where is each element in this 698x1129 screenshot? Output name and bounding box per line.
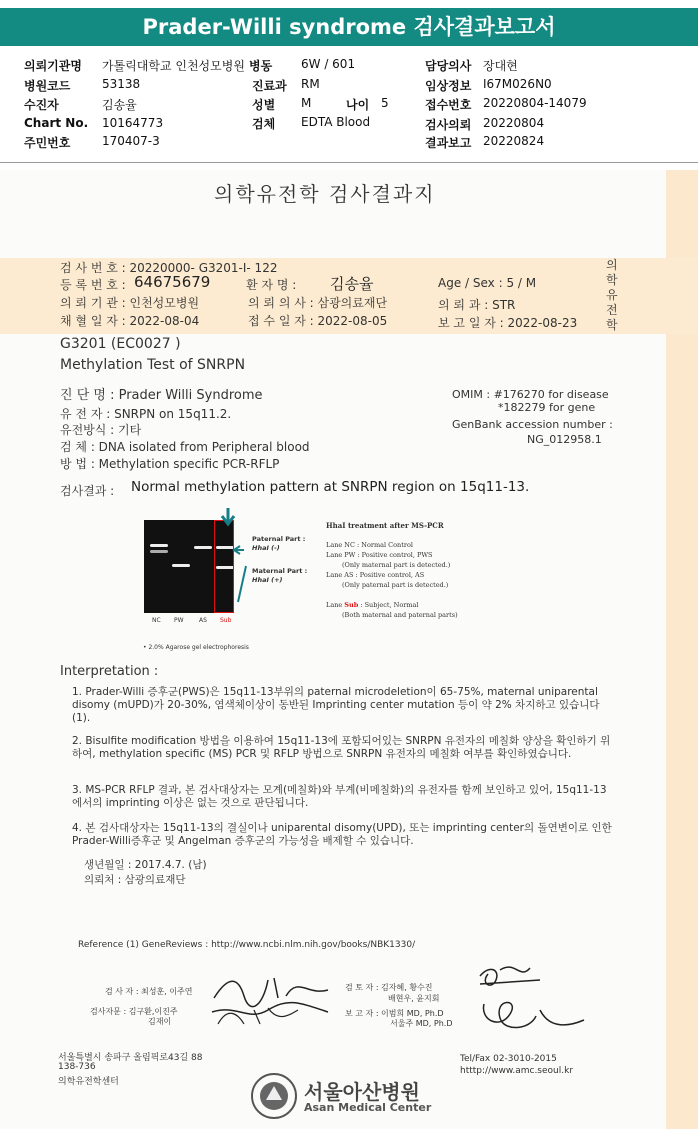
exam-no: 검 사 번 호 : 20220000- G3201-I- 122 <box>60 261 278 275</box>
meta-clinical: 임상정보 I67M026N0 <box>425 77 552 93</box>
interp-para-3: 3. MS-PCR RFLP 결과, 본 검사대상자는 모계(메칠화)와 부계(비메칠화)의 유전자를 함께 보인하고 있어, 15q11-13에서의 imprinting 이상은 없는 것으로 판단됩니다. <box>72 784 607 809</box>
tester-signature <box>208 966 338 1026</box>
gel-band <box>150 544 168 547</box>
paternal-label: Paternal Part : <box>252 535 306 543</box>
meta-specimen: 검체 EDTA Blood <box>252 115 371 131</box>
gel-arrows <box>214 504 284 604</box>
meta-ward: 병동 6W / 601 <box>249 57 356 73</box>
lane-label-nc: NC <box>152 617 161 624</box>
staff-reporter: 보 고 자 : 이범희 MD, Ph.D <box>345 1009 444 1018</box>
divider <box>0 162 698 163</box>
reg-value: 64675679 <box>134 273 211 291</box>
lane-label-as: AS <box>199 617 207 624</box>
paternal-hhai: HhaI (-) <box>252 544 280 552</box>
referrer: 의뢰처 : 삼광의료재단 <box>84 874 186 886</box>
website: htttp://www.amc.seoul.kr <box>460 1066 574 1076</box>
gel-caption: • 2.0% Agarose gel electrophoresis <box>143 644 249 651</box>
interpretation-label: Interpretation : <box>60 664 159 679</box>
meta-doctor: 담당의사 장대현 <box>425 59 518 73</box>
band-inst: 의 뢰 기 관 : 인천성모병원 <box>60 296 200 310</box>
address-2: 138-736 <box>58 1062 96 1072</box>
reference: Reference (1) GeneReviews : http://www.ncbi.nlm.nih.gov/books/NBK1330/ <box>78 940 416 950</box>
meta-patient: 수진자 김송율 <box>24 98 137 112</box>
legend-box: Lane NC : Normal Control Lane PW : Positive control, PWS (Only maternal part is detected.) Lane AS : Positive control, AS (Only paternal part is detected.) Lane Sub : Subject, Normal (Both maternal and paternal parts) <box>326 541 458 619</box>
field-method: 방 법 : Methylation specific PCR-RFLP <box>60 457 280 471</box>
result-label: 검사결과 : <box>60 484 115 498</box>
band-received: 접 수 일 자 : 2022-08-05 <box>248 314 388 328</box>
asan-seal-icon <box>250 1072 298 1120</box>
patient-value: 김송율 <box>330 275 374 293</box>
tel-fax: Tel/Fax 02-3010-2015 <box>460 1054 557 1064</box>
meta-request: 검사의뢰 20220804 <box>425 116 545 132</box>
asan-logo-en: Asan Medical Center <box>304 1101 432 1114</box>
field-inheritance: 유전방식 : 기타 <box>60 423 142 437</box>
interp-para-1: 1. Prader-Willi 증후군(PWS)은 15q11-13부위의 paternal microdeletion이 65-75%, maternal uniparental disomy (mUPD)가 20-30%, 염색체이상이 동반된 Imprinting center mutation 등이 약 2% 차지하고 있습니다 (1). <box>72 686 600 724</box>
meta-rrn: 주민번호 170407-3 <box>24 134 160 150</box>
genbank-1: GenBank accession number : <box>452 418 613 431</box>
interp-para-4: 4. 본 검사대상자는 15q11-13의 결실이나 uniparental disomy(UPD), 또는 imprinting center의 돌연변이로 인한 Prader-Willi증후군 및 Angelman 증후군의 가능성을 배제할 수 있습니다. <box>72 822 612 847</box>
omim-2: *182279 for gene <box>498 401 596 414</box>
report-title: Prader-Willi syndrome 검사결과보고서 <box>142 15 556 39</box>
staff-reporter2: 서울주 MD, Ph.D <box>390 1019 453 1028</box>
address-3: 의학유전학센터 <box>58 1077 119 1087</box>
meta-report: 결과보고 20220824 <box>425 134 545 150</box>
result-value: Normal methylation pattern at SNRPN region on 15q11-13. <box>131 479 530 495</box>
reg-label: 등 록 번 호 : <box>60 278 126 292</box>
field-specimen: 검 체 : DNA isolated from Peripheral blood <box>60 440 310 454</box>
patient-label: 환 자 명 : <box>246 278 297 292</box>
asan-logo-kr: 서울아산병원 <box>304 1080 420 1104</box>
gel-band <box>172 564 190 567</box>
birth-date: 생년월일 : 2017.4.7. (남) <box>84 859 207 871</box>
band-side-text: 의 학 유 전 학 <box>606 258 618 332</box>
meta-age: 나이 5 <box>346 96 389 112</box>
omim-1: OMIM : #176270 for disease <box>452 388 609 401</box>
meta-chartno: Chart No. 10164773 <box>24 116 164 130</box>
staff-tester: 검 사 자 : 최성훈, 이주연 <box>105 987 193 996</box>
legend-title: HhaI treatment after MS-PCR <box>326 521 444 530</box>
meta-dept: 진료과 RM <box>252 77 320 93</box>
pointer-line-icon <box>238 566 246 602</box>
address-1: 서울특별시 송파구 올림픽로43길 88 <box>58 1053 203 1063</box>
staff-reviewer: 검 토 자 : 김자혜, 황수진 <box>345 983 433 992</box>
meta-receipt: 접수번호 20220804-14079 <box>425 96 587 112</box>
meta-hospcode: 병원코드 53138 <box>24 77 141 93</box>
band-doctor: 의 뢰 의 사 : 삼광의료재단 <box>248 296 388 310</box>
report-title-bar <box>0 8 698 46</box>
gel-band <box>150 550 168 553</box>
down-arrow-icon <box>222 508 234 524</box>
field-diagnosis: 진 단 명 : Prader Willi Syndrome <box>60 388 263 403</box>
test-name: Methylation Test of SNRPN <box>60 357 246 373</box>
interp-para-2: 2. Bisulfite modification 방법을 이용하여 15q11-13에 포함되어있는 SNRPN 유전자의 메칠화 양상을 확인하기 위하여, methylation specific (MS) PCR 및 RFLP 방법으로 SNRPN 유전자의 메칠화 여부를 확인하였습니다. <box>72 735 611 760</box>
left-arrow-icon <box>234 546 244 554</box>
test-code: G3201 (EC0027 ) <box>60 336 181 352</box>
lane-label-pw: PW <box>174 617 184 624</box>
band-collect: 채 혈 일 자 : 2022-08-04 <box>60 314 200 328</box>
age-sex: Age / Sex : 5 / M <box>438 276 537 290</box>
band-dept: 의 뢰 과 : STR <box>438 298 516 312</box>
meta-sex: 성별 M <box>252 96 312 112</box>
meta-inst: 의뢰기관명 가톨릭대학교 인천성모병원 <box>24 59 245 73</box>
band-reported: 보 고 일 자 : 2022-08-23 <box>438 316 578 330</box>
staff-advisor2: 김재이 <box>148 1017 172 1026</box>
gel-band <box>194 546 212 549</box>
reviewer-signature <box>460 960 590 1040</box>
staff-reviewer2: 배현우, 윤지회 <box>388 994 440 1003</box>
staff-advisor: 검사자문 : 김구환,이진주 <box>90 1007 178 1016</box>
maternal-label: Maternal Part : <box>252 567 308 575</box>
maternal-hhai: HhaI (+) <box>252 576 283 584</box>
genbank-2: NG_012958.1 <box>527 433 602 446</box>
doc-title: 의학유전학 검사결과지 <box>214 182 436 206</box>
field-gene: 유 전 자 : SNRPN on 15q11.2. <box>60 407 232 421</box>
lane-label-sub: Sub <box>220 617 232 624</box>
